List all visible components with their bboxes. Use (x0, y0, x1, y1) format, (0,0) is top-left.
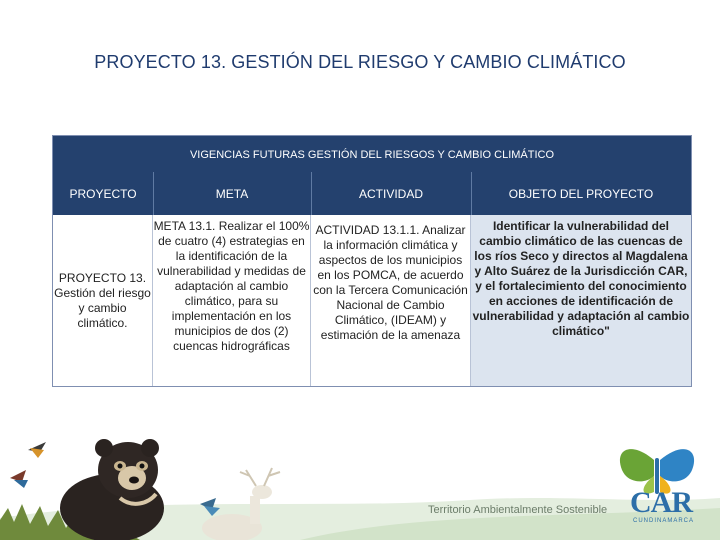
cell-proyecto-text: PROYECTO 13. Gestión del riesgo y cambio climático. (54, 270, 151, 330)
project-table (52, 135, 692, 387)
header-meta: META (215, 187, 249, 201)
car-logo-subtitle: CUNDINAMARCA (633, 518, 695, 524)
header-objeto: OBJETO DEL PROYECTO (508, 187, 654, 201)
bear-icon (60, 439, 164, 540)
cell-objeto (471, 215, 691, 386)
cell-meta (153, 215, 311, 386)
table-header-row (53, 172, 691, 215)
header-actividad: ACTIVIDAD (358, 187, 423, 201)
footer-illustration (0, 400, 720, 540)
table-row (53, 215, 691, 386)
cell-meta-text: META 13.1. Realizar el 100% de cuatro (4) estrategias en la identificación de la vulnerabilidad y medidas de adaptación al cambio climático, para su implementación en los municipios de dos (2) cuencas hidrográficas (153, 219, 310, 353)
cell-proyecto (53, 215, 153, 386)
slide-title: PROYECTO 13. GESTIÓN DEL RIESGO Y CAMBIO CLIMÁTICO (94, 52, 626, 72)
cell-actividad-text: ACTIVIDAD 13.1.1. Analizar la información climática y aspectos de los municipios en los POMCA, de acuerdo con la Tercera Comunicación Nacional de Cambio Climático, (IDEAM) y estimación de la amenaza (313, 223, 468, 342)
table-band-title: VIGENCIAS FUTURAS GESTIÓN DEL RIESGOS Y CAMBIO CLIMÁTICO (53, 136, 691, 172)
cell-objeto-text: Identificar la vulnerabilidad del cambio climático de las cuencas de los ríos Seco y directos al Magdalena y Alto Suárez de la Jurisdicción CAR, y el fortalecimiento del conocimiento en acciones de identificación de vulnerabilidad y adaptación al cambio climático" (472, 219, 690, 338)
header-proyecto: PROYECTO (69, 187, 137, 201)
bird-icon (10, 470, 28, 488)
cell-actividad (311, 215, 471, 386)
car-logo: CAR (630, 486, 692, 519)
footer-tagline: Territorio Ambientalmente Sostenible (428, 504, 608, 516)
bird-icon (28, 442, 46, 458)
